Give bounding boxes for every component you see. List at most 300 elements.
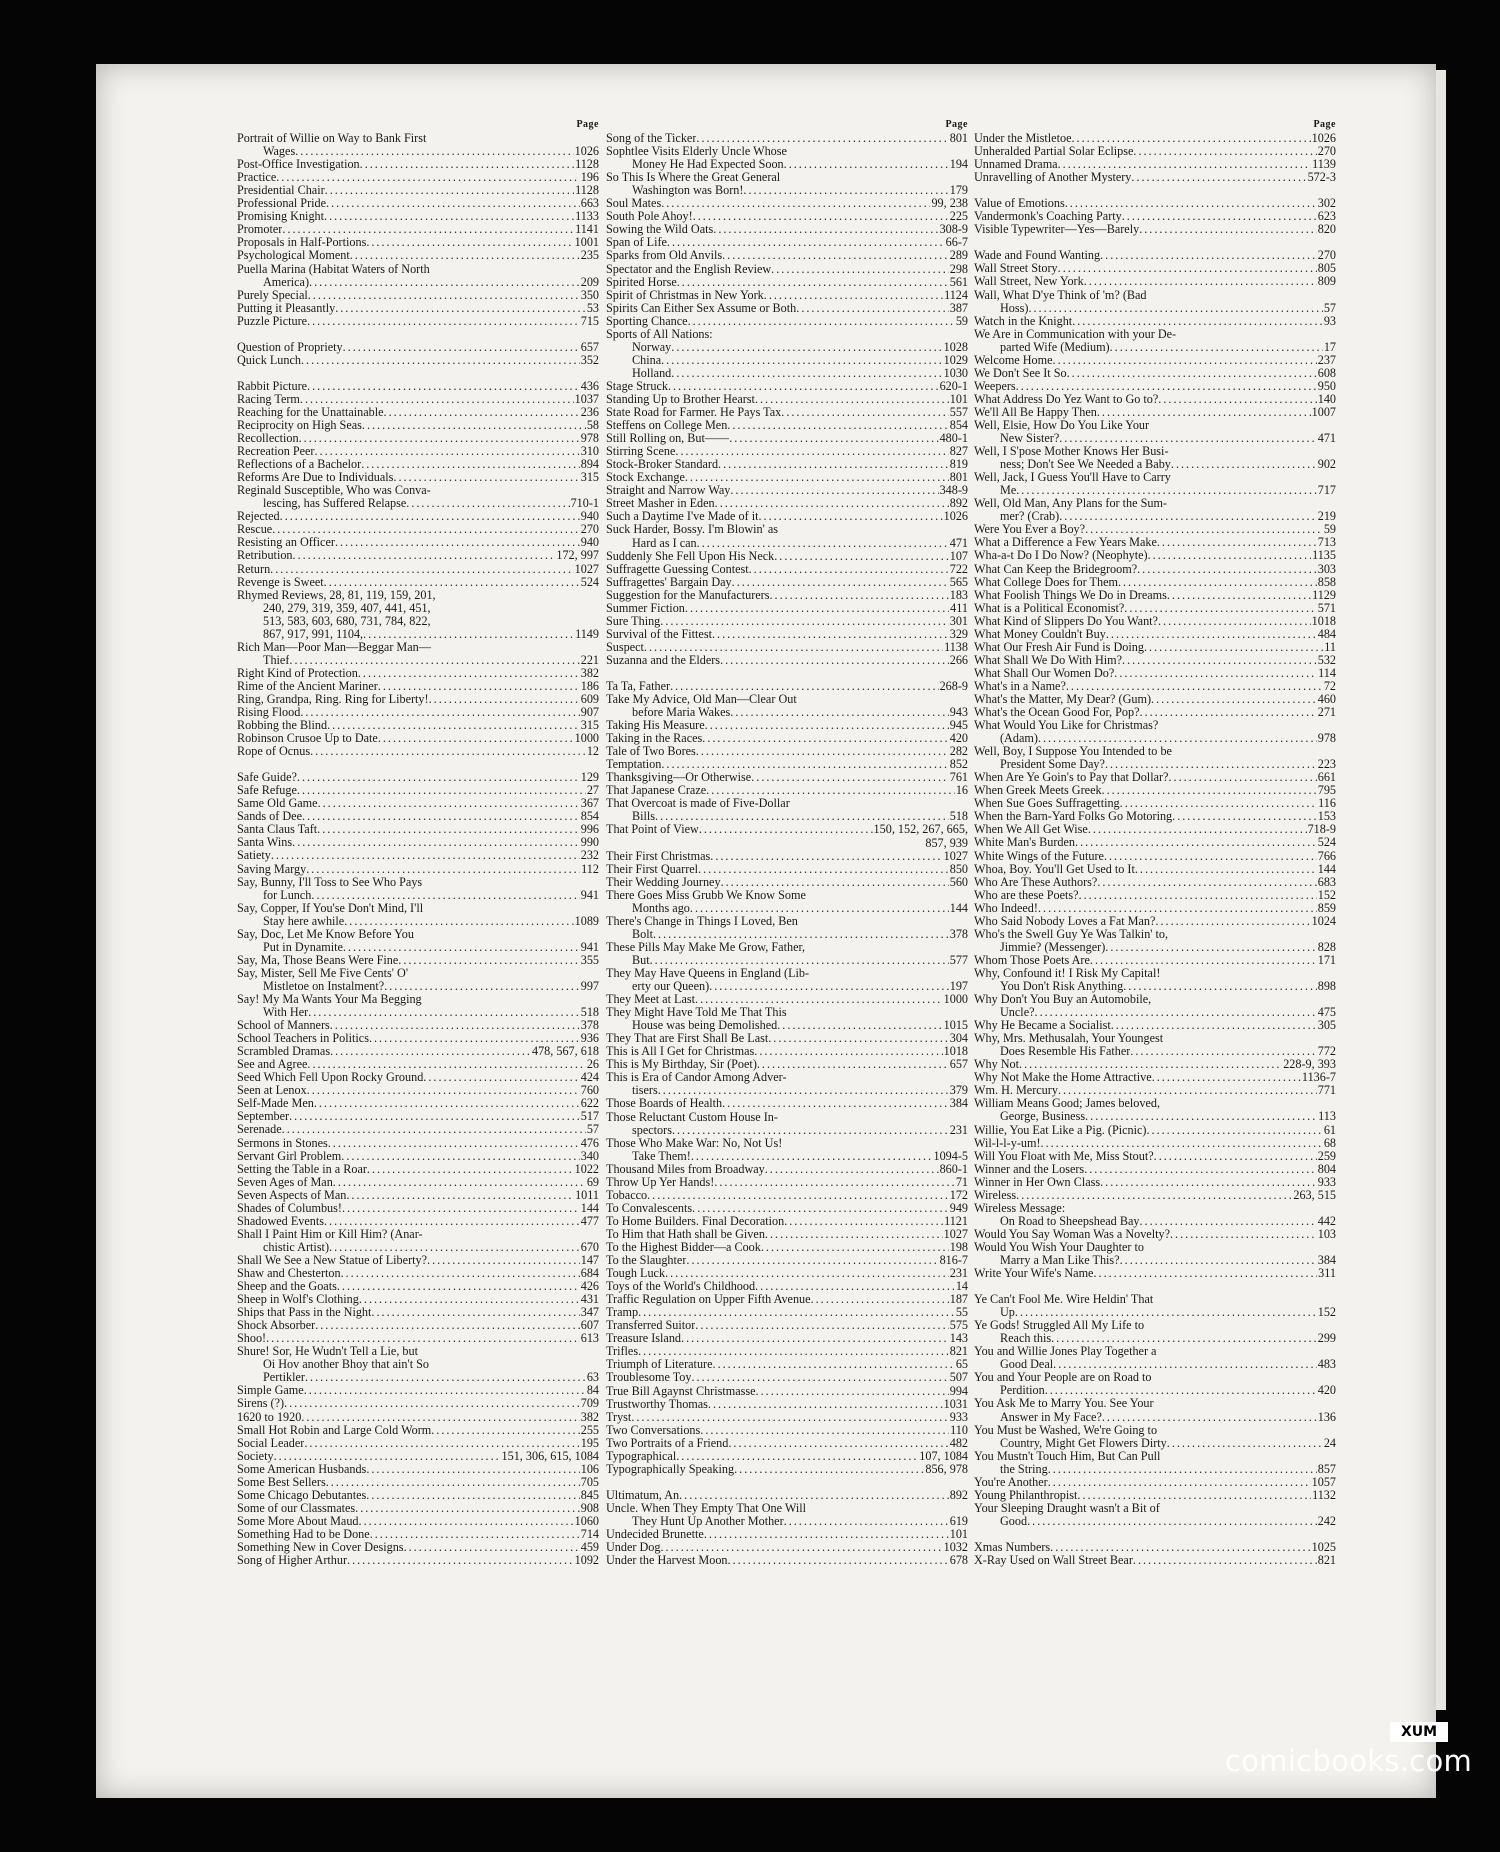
entry-page-number: 112 <box>581 861 599 876</box>
dot-leader <box>1028 302 1322 315</box>
index-entry <box>237 210 599 223</box>
entry-page-number: 107 <box>949 548 968 563</box>
entry-title: They Hunt Up Another Mother <box>632 1514 784 1528</box>
entry-title: Shadowed Events <box>237 1214 324 1228</box>
dot-leader <box>1131 171 1306 184</box>
index-entry <box>606 1176 968 1189</box>
index-entry <box>237 1045 599 1058</box>
index-entry <box>974 1267 1336 1280</box>
index-entry <box>974 771 1336 784</box>
dot-leader <box>765 1163 939 1176</box>
index-entry <box>974 145 1336 158</box>
entry-page-number: 709 <box>580 1396 599 1411</box>
entry-title: That Point of View <box>606 823 699 837</box>
dot-leader <box>359 1515 574 1528</box>
dot-leader <box>638 1306 955 1319</box>
dot-leader <box>300 393 574 406</box>
dot-leader <box>722 249 949 262</box>
index-entry <box>606 236 968 249</box>
entry-title: Value of Emotions <box>974 197 1065 211</box>
dot-leader <box>700 1424 949 1437</box>
dot-leader <box>713 1358 955 1371</box>
entry-title: Sheep and the Goats <box>237 1280 337 1294</box>
entry-page-number: 1000 <box>943 992 968 1007</box>
dot-leader <box>327 719 580 732</box>
index-entry <box>606 497 968 510</box>
dot-leader <box>1146 1124 1322 1137</box>
index-entry <box>606 276 968 289</box>
index-entry: Say, Copper, If You'se Don't Mind, I'll <box>237 901 424 915</box>
entry-title: What's the Matter, My Dear? (Gum) <box>974 692 1152 706</box>
dot-leader <box>709 980 949 993</box>
entry-title: Months ago <box>632 901 690 915</box>
dot-leader <box>1137 563 1317 576</box>
entry-title: With Her <box>263 1006 309 1020</box>
entry-title: Revenge is Sweet <box>237 575 324 589</box>
index-entry <box>606 445 968 458</box>
entry-title: Good <box>1000 1514 1028 1528</box>
dot-leader <box>1148 549 1311 562</box>
index-entry <box>606 1058 968 1071</box>
index-entry <box>606 1254 968 1267</box>
entry-title: Proposals in Half-Portions <box>237 236 367 250</box>
entry-page-number: 557 <box>949 405 968 420</box>
index-entry <box>974 641 1336 654</box>
index-entry <box>974 1228 1336 1241</box>
entry-page-number: 57 <box>586 1122 599 1137</box>
dot-leader <box>301 354 580 367</box>
index-entry <box>237 1137 599 1150</box>
index-entry: You Mustn't Touch Him, But Can Pull <box>974 1449 1161 1463</box>
dot-leader <box>638 1345 949 1358</box>
entry-title: Ring, Grandpa, Ring. Ring for Liberty! <box>237 692 429 706</box>
section-gap <box>237 367 599 380</box>
entry-title: Wha-a-t Do I Do Now? (Neophyte) <box>974 549 1148 563</box>
index-entry <box>237 693 599 706</box>
dot-leader <box>688 315 955 328</box>
index-entry <box>237 1215 599 1228</box>
entry-page-number: 110 <box>950 1422 968 1437</box>
index-entry <box>974 823 1336 836</box>
index-entry <box>237 1476 599 1489</box>
index-entry <box>974 367 1336 380</box>
entry-page-number: 442 <box>1317 1213 1336 1228</box>
dot-leader <box>755 1280 955 1293</box>
index-entry <box>237 797 599 810</box>
dot-leader <box>355 1502 580 1515</box>
dot-leader <box>781 406 948 419</box>
entry-title: Wages <box>263 145 296 159</box>
dot-leader <box>304 1384 586 1397</box>
entry-page-number: 236 <box>580 404 599 419</box>
index-entry: They Might Have Told Me That This <box>606 1006 787 1020</box>
entry-title: chistic Artist) <box>263 1240 330 1254</box>
entry-page-number: 1149 <box>575 626 599 641</box>
entry-title: Recollection <box>237 432 299 446</box>
dot-leader <box>1122 210 1317 223</box>
index-entry <box>974 197 1336 210</box>
dot-leader <box>1167 589 1311 602</box>
index-entry <box>237 849 599 862</box>
index-entry <box>606 158 968 171</box>
index-entry <box>606 1084 968 1097</box>
dot-leader <box>758 510 942 523</box>
dot-leader <box>757 1058 949 1071</box>
entry-page-number: 348-9 <box>939 483 968 498</box>
entry-title: Sirens (?) <box>237 1397 285 1411</box>
entry-title: China <box>632 353 662 367</box>
entry-title: Seed Which Fell Upon Rocky Ground <box>237 1071 424 1085</box>
entry-title: Return <box>237 562 271 576</box>
entry-title: George, Business <box>1000 1110 1086 1124</box>
index-entry <box>606 719 968 732</box>
dot-leader <box>708 1398 943 1411</box>
dot-leader <box>695 993 943 1006</box>
dot-leader <box>366 236 573 249</box>
index-entry <box>237 1489 599 1502</box>
entry-page-number: 524 <box>580 574 599 589</box>
dot-leader <box>1110 341 1323 354</box>
entry-page-number: 850 <box>949 861 968 876</box>
dot-leader <box>276 171 579 184</box>
entry-title: Some More About Maud <box>237 1514 359 1528</box>
index-entry <box>237 771 599 784</box>
entry-title: Wm. H. Mercury <box>974 1084 1058 1098</box>
dot-leader <box>301 1411 579 1424</box>
entry-page-number: 209 <box>580 274 599 289</box>
index-entry <box>237 576 599 589</box>
entry-title: Wall Street Story <box>974 262 1058 276</box>
entry-title: Post-Office Investigation <box>237 158 360 172</box>
index-entry <box>606 458 968 471</box>
entry-title: Same Old Game <box>237 797 318 811</box>
entry-page-number: 340 <box>580 1148 599 1163</box>
entry-page-number: 16 <box>955 783 968 798</box>
dot-leader <box>732 576 949 589</box>
index-entry <box>974 1515 1336 1528</box>
dot-leader <box>1120 797 1318 810</box>
entry-page-number: 1027 <box>574 561 599 576</box>
index-entry <box>237 732 599 745</box>
entry-page-number: 949 <box>949 1200 968 1215</box>
entry-page-number: 1026 <box>1311 131 1336 146</box>
entry-page-number: 894 <box>580 457 599 472</box>
index-entry <box>974 249 1336 262</box>
dot-leader <box>324 576 580 589</box>
index-entry <box>606 745 968 758</box>
entry-page-number: 476 <box>580 1135 599 1150</box>
entry-page-number: 310 <box>580 444 599 459</box>
dot-leader <box>765 1228 943 1241</box>
entry-title: Unravelling of Another Mystery <box>974 171 1132 185</box>
entry-title: Presidential Chair <box>237 184 325 198</box>
index-entry <box>606 732 968 745</box>
entry-page-number: 347 <box>580 1305 599 1320</box>
dot-leader <box>306 863 580 876</box>
dot-leader <box>325 184 574 197</box>
entry-title: We Don't See It So <box>974 366 1067 380</box>
index-entry <box>606 432 968 445</box>
index-entry <box>606 993 968 1006</box>
dot-leader <box>743 184 948 197</box>
entry-page-number: 237 <box>1317 352 1336 367</box>
entry-page-number: 84 <box>586 1383 599 1398</box>
dot-leader <box>730 706 948 719</box>
entry-title: Tale of Two Bores <box>606 745 696 759</box>
entry-title: Self-Made Men <box>237 1097 314 1111</box>
index-entry <box>606 876 968 889</box>
index-entry <box>606 1189 968 1202</box>
entry-title: Me <box>1000 484 1017 498</box>
entry-title: Tryst <box>606 1410 632 1424</box>
entry-page-number: 623 <box>1317 209 1336 224</box>
dot-leader <box>1019 1058 1282 1071</box>
dot-leader <box>324 1215 580 1228</box>
index-entry: You and Your People are on Road to <box>974 1371 1152 1385</box>
entry-title: Stock-Broker Standard <box>606 458 719 472</box>
index-entry: That Overcoat is made of Five-Dollar <box>606 797 790 811</box>
index-entry <box>974 667 1336 680</box>
entry-page-number: 478, 567, 618 <box>531 1044 599 1059</box>
dot-leader <box>676 1450 918 1463</box>
dot-leader <box>660 615 948 628</box>
dot-leader <box>721 876 949 889</box>
entry-title: President Some Day? <box>1000 758 1105 772</box>
watermark: comicbooks.com <box>1225 1744 1473 1778</box>
entry-title: before Maria Wakes <box>632 706 731 720</box>
entry-title: When Are Ye Goin's to Pay that Dollar? <box>974 771 1169 785</box>
index-entry <box>237 1384 599 1397</box>
index-entry <box>237 171 599 184</box>
dot-leader <box>302 810 580 823</box>
index-entry <box>237 667 599 680</box>
index-entry <box>606 863 968 876</box>
dot-leader <box>406 497 569 510</box>
dot-leader <box>1133 1554 1317 1567</box>
entry-page-number: 801 <box>949 470 968 485</box>
dot-leader <box>722 1097 949 1110</box>
entry-page-number: 908 <box>580 1500 599 1515</box>
dot-leader <box>1139 223 1317 236</box>
entry-page-number: 270 <box>1317 248 1336 263</box>
entry-title: Rejected <box>237 510 280 524</box>
entry-title: Trustworthy Thomas <box>606 1397 708 1411</box>
index-entry: They May Have Queens in England (Lib- <box>606 967 810 980</box>
entry-page-number: 804 <box>1317 1161 1336 1176</box>
index-entry <box>974 380 1336 393</box>
entry-page-number: 1057 <box>1311 1474 1336 1489</box>
index-entry <box>237 863 599 876</box>
index-entry: Ye Can't Fool Me. Wire Heldin' That <box>974 1293 1154 1307</box>
entry-title: Under the Mistletoe <box>974 132 1072 146</box>
index-column-3 <box>974 118 1336 1567</box>
entry-title: Holland <box>632 366 672 380</box>
entry-title: Their Wedding Journey <box>606 875 721 889</box>
dot-leader <box>1097 876 1316 889</box>
entry-title: To the Highest Bidder—a Cook <box>606 1240 761 1254</box>
index-entry <box>237 1280 599 1293</box>
entry-title: School of Manners <box>237 1019 330 1033</box>
entry-page-number: 1001 <box>574 235 599 250</box>
entry-page-number: 705 <box>580 1474 599 1489</box>
entry-title: Question of Propriety <box>237 340 343 354</box>
entry-title: Traffic Regulation on Upper Fifth Avenue <box>606 1293 811 1307</box>
index-entry <box>974 732 1336 745</box>
index-entry: Wireless Message: <box>974 1201 1066 1215</box>
index-entry <box>606 537 968 550</box>
entry-page-number: 59 <box>955 313 968 328</box>
dot-leader <box>661 197 930 210</box>
entry-page-number: 483 <box>1317 1357 1336 1372</box>
index-entry <box>974 1084 1336 1097</box>
entry-page-number: 116 <box>1318 796 1336 811</box>
index-entry: Shure! Sor, He Wudn't Tell a Lie, but <box>237 1345 419 1359</box>
page-column-header: Page <box>945 119 968 130</box>
entry-title: Shaw and Chesterton <box>237 1266 341 1280</box>
entry-page-number: 225 <box>949 209 968 224</box>
entry-page-number: 713 <box>1317 535 1336 550</box>
index-entry <box>606 823 968 836</box>
index-entry <box>237 1058 599 1071</box>
index-entry <box>606 510 968 523</box>
dot-leader <box>665 1267 949 1280</box>
entry-title: Who Are These Authors? <box>974 875 1098 889</box>
entry-title: Welcome Home <box>974 353 1053 367</box>
entry-title: Sheep in Wolf's Clothing <box>237 1293 359 1307</box>
entry-title: Seen at Lenox <box>237 1084 307 1098</box>
dot-leader <box>1102 784 1317 797</box>
index-entry <box>606 1437 968 1450</box>
entry-title: Undecided Brunette <box>606 1527 704 1541</box>
index-entry <box>237 406 599 419</box>
dot-leader <box>730 484 938 497</box>
dot-leader <box>1075 836 1317 849</box>
dot-leader <box>318 797 580 810</box>
dot-leader <box>307 1058 585 1071</box>
dot-leader <box>366 1489 579 1502</box>
entry-title: ness; Don't See We Needed a Baby <box>1000 458 1171 472</box>
index-entry <box>974 563 1336 576</box>
index-entry <box>606 1358 968 1371</box>
index-entry <box>974 354 1336 367</box>
dot-leader <box>704 1528 949 1541</box>
entry-page-number: 221 <box>580 652 599 667</box>
entry-page-number: 892 <box>949 1487 968 1502</box>
dot-leader <box>1140 706 1317 719</box>
entry-page-number: 657 <box>949 1057 968 1072</box>
index-entry <box>606 850 968 863</box>
entry-title: Their First Quarrel <box>606 862 699 876</box>
entry-title: Unnamed Drama <box>974 158 1058 172</box>
dot-leader <box>1088 823 1307 836</box>
dot-leader <box>1102 1411 1317 1424</box>
dot-leader <box>1058 262 1317 275</box>
entry-page-number: 771 <box>1317 1083 1336 1098</box>
entry-page-number: 670 <box>580 1239 599 1254</box>
index-entry <box>974 654 1336 667</box>
entry-page-number: 657 <box>580 339 599 354</box>
entry-page-number: 1028 <box>943 339 968 354</box>
entry-title: Standing Up to Brother Hearst <box>606 392 755 406</box>
entry-page-number: 1025 <box>1311 1539 1336 1554</box>
entry-page-number: 805 <box>1317 261 1336 276</box>
entry-title: Some Best Sellers <box>237 1475 326 1489</box>
index-entry <box>237 380 599 393</box>
entry-title: What Kind of Slippers Do You Want? <box>974 614 1158 628</box>
section-gap <box>974 1528 1336 1541</box>
entry-page-number: 717 <box>1317 483 1336 498</box>
index-entry: Say, Mister, Sell Me Five Cents' O' <box>237 966 409 980</box>
entry-title: Suzanna and the Elders <box>606 653 721 667</box>
index-entry <box>237 302 599 315</box>
index-entry <box>974 484 1336 497</box>
entry-title: September <box>237 1110 290 1124</box>
dot-leader <box>1038 732 1317 745</box>
entry-title: They That are First Shall Be Last <box>606 1032 769 1046</box>
dot-leader <box>1158 615 1311 628</box>
index-entry <box>974 1176 1336 1189</box>
entry-page-number: 378 <box>949 926 968 941</box>
entry-page-number: 990 <box>580 835 599 850</box>
index-entry: You Must be Washed, We're Going to <box>974 1423 1158 1437</box>
index-entry <box>974 171 1336 184</box>
index-entry <box>606 641 968 654</box>
index-entry <box>606 1345 968 1358</box>
dot-leader <box>1122 654 1317 667</box>
entry-title: Reforms Are Due to Individuals <box>237 471 394 485</box>
index-entry <box>974 432 1336 445</box>
index-entry <box>606 758 968 771</box>
entry-title: Temptation <box>606 758 662 772</box>
entry-page-number: 1026 <box>574 144 599 159</box>
entry-title: What is a Political Economist? <box>974 601 1125 615</box>
index-entry <box>237 145 599 158</box>
dot-leader <box>308 1006 580 1019</box>
entry-title: Thousand Miles from Broadway <box>606 1162 765 1176</box>
entry-title: Psychological Moment <box>237 249 350 263</box>
dot-leader <box>1158 393 1316 406</box>
entry-title: Trifles <box>606 1345 639 1359</box>
dot-leader <box>784 1215 943 1228</box>
index-entry <box>237 1450 599 1463</box>
entry-page-number: 232 <box>580 848 599 863</box>
entry-title: Suddenly She Fell Upon His Neck <box>606 549 775 563</box>
index-entry <box>237 184 599 197</box>
entry-title: White Wings of the Future <box>974 849 1104 863</box>
index-entry: Take My Advice, Old Man—Clear Out <box>606 693 797 707</box>
dot-leader <box>1085 523 1323 536</box>
dot-leader <box>326 1476 580 1489</box>
entry-title: Saving Margy <box>237 862 307 876</box>
dot-leader <box>1154 1150 1317 1163</box>
index-column-2 <box>606 118 968 1567</box>
dot-leader <box>1167 1437 1323 1450</box>
entry-page-number: 772 <box>1317 1044 1336 1059</box>
entry-title: Bolt <box>632 927 653 941</box>
dot-leader <box>384 980 580 993</box>
dot-leader <box>1097 406 1311 419</box>
entry-page-number: 196 <box>580 170 599 185</box>
dot-leader <box>378 732 574 745</box>
index-entry <box>606 1267 968 1280</box>
index-entry <box>606 1306 968 1319</box>
entry-title: Summer Fiction <box>606 601 685 615</box>
dot-leader <box>343 941 580 954</box>
entry-continuation: 513, 583, 603, 680, 731, 784, 822, <box>263 614 431 628</box>
index-column-1 <box>237 118 599 1567</box>
dot-leader <box>1027 1515 1317 1528</box>
index-entry <box>974 549 1336 562</box>
